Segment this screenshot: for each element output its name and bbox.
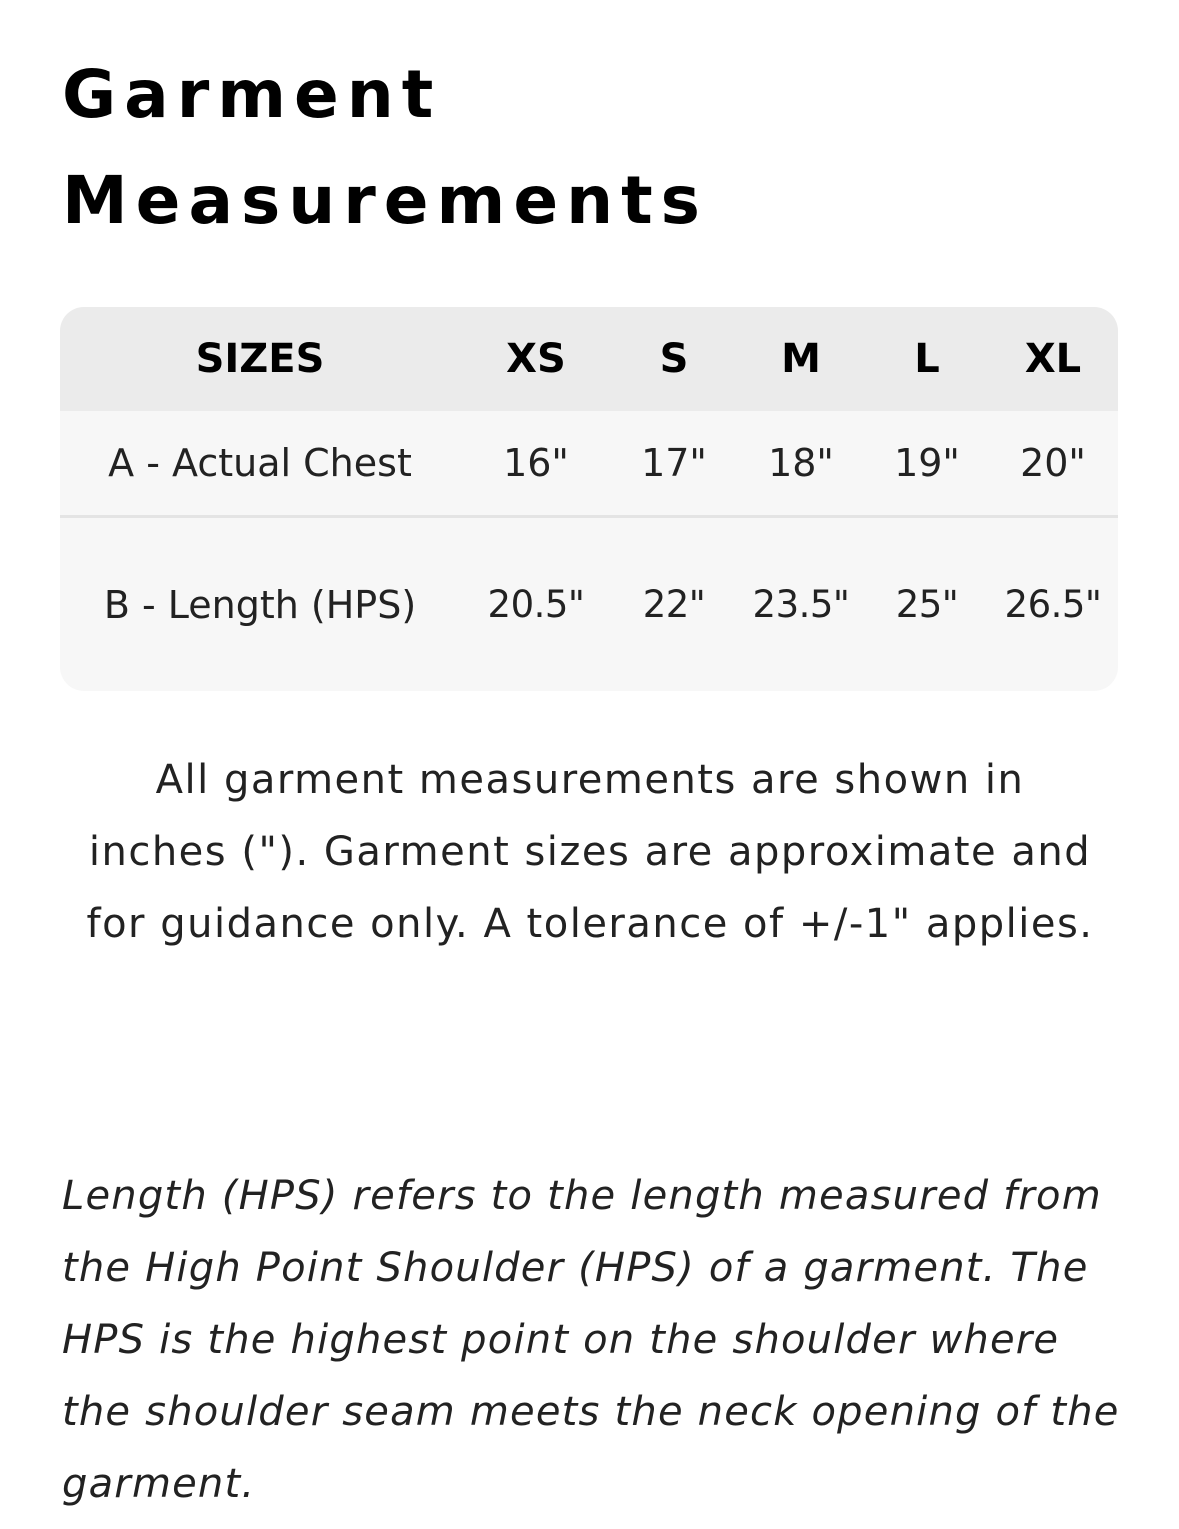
header-size-l: L — [866, 307, 988, 411]
size-chart-table — [60, 307, 1118, 691]
header-sizes: SIZES — [60, 307, 460, 411]
row-label-actual-chest: A - Actual Chest — [60, 411, 460, 518]
page-title-line-2: Measurements — [62, 162, 708, 239]
length-value-l: 25" — [895, 583, 959, 626]
chest-value-s: 17" — [612, 411, 736, 518]
page-title — [62, 42, 708, 254]
header-size-xl: XL — [988, 307, 1118, 411]
length-value-xl: 26.5" — [1004, 583, 1102, 626]
length-value-xs: 20.5" — [487, 583, 585, 626]
chest-value-l: 19" — [866, 411, 988, 518]
header-size-s: S — [612, 307, 736, 411]
chest-value-xl: 20" — [988, 411, 1118, 518]
header-size-m: M — [736, 307, 866, 411]
table-row-length-hps — [60, 518, 1118, 691]
measurement-note: All garment measurements are shown in inches ("). Garment sizes are approximate and for guidance only. A tolerance of +/-1" applies. — [86, 757, 1094, 947]
chest-value-m: 18" — [736, 411, 866, 518]
table-header-row — [60, 307, 1118, 411]
chest-value-xs: 16" — [460, 411, 612, 518]
length-value-s: 22" — [642, 583, 706, 626]
hps-definition-note: Length (HPS) refers to the length measured from the High Point Shoulder (HPS) of a garment. The HPS is the highest point on the shoulder where the shoulder seam meets the neck opening of the garment. — [62, 1173, 1120, 1507]
page-title-line-1: Garment — [62, 56, 442, 133]
table-row-actual-chest — [60, 411, 1118, 518]
header-size-xs: XS — [460, 307, 612, 411]
length-value-m: 23.5" — [752, 583, 850, 626]
row-label-length-hps: B - Length (HPS) — [103, 582, 417, 627]
